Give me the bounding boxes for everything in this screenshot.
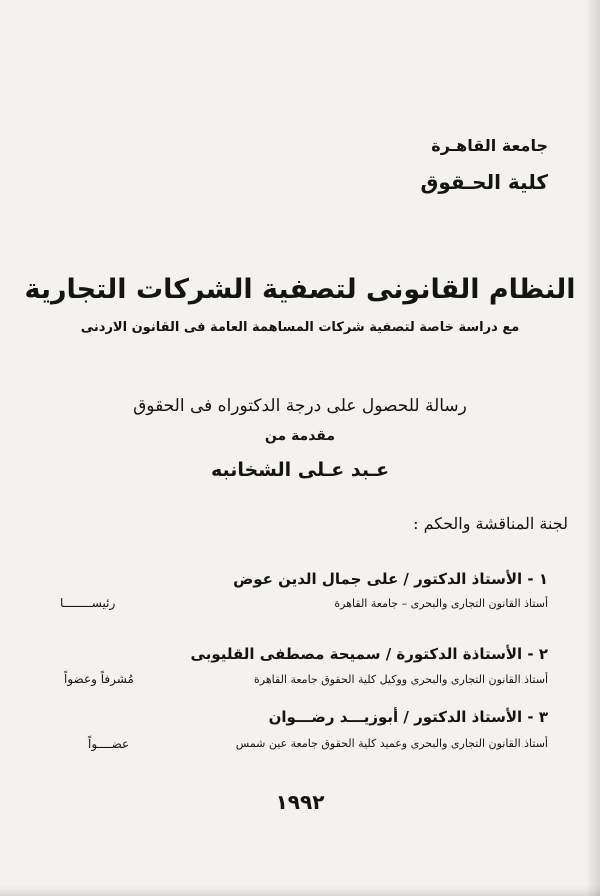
member-role: عضــــواً	[88, 737, 130, 751]
faculty-name: كلية الحـقوق	[420, 170, 548, 194]
member-name: ١ - الأستاذ الدكتور / على جمال الدين عوض	[233, 570, 548, 588]
committee-heading: لجنة المناقشة والحكم :	[413, 514, 568, 533]
thesis-title: النظام القانونى لتصفية الشركات التجارية	[24, 274, 576, 305]
page-shadow-bottom	[0, 886, 600, 896]
thesis-purpose: رسالة للحصول على درجة الدكتوراه فى الحقوق	[133, 396, 467, 416]
member-role: مُشرفاً وعضواً	[64, 672, 134, 686]
member-description: أستاذ القانون التجارى والبحرى – جامعة القاهرة	[334, 597, 548, 610]
member-name: ٣ - الأستاذ الدكتور / أبوزيـــد رضـــوان	[268, 708, 548, 726]
member-name: ٢ - الأستاذة الدكتورة / سميحة مصطفى القليوبى	[190, 645, 548, 663]
member-description: أستاذ القانون التجارى والبحرى وعميد كلية الحقوق جامعة عين شمس	[235, 737, 548, 750]
university-name: جامعة القاهـرة	[431, 136, 548, 155]
page-shadow-right	[586, 0, 600, 896]
publication-year: ١٩٩٢	[275, 790, 325, 814]
thesis-subtitle: مع دراسة خاصة لتصفية شركات المساهمة العامة فى القانون الاردنى	[80, 320, 520, 335]
member-role: رئيســــــــا	[60, 596, 116, 610]
presented-by-label: مقدمة من	[264, 428, 336, 444]
member-description: أستاذ القانون التجارى والبحرى ووكيل كلية الحقوق جامعة القاهرة	[254, 673, 548, 686]
author-name: عـبد عـلى الشخانبه	[210, 459, 390, 481]
